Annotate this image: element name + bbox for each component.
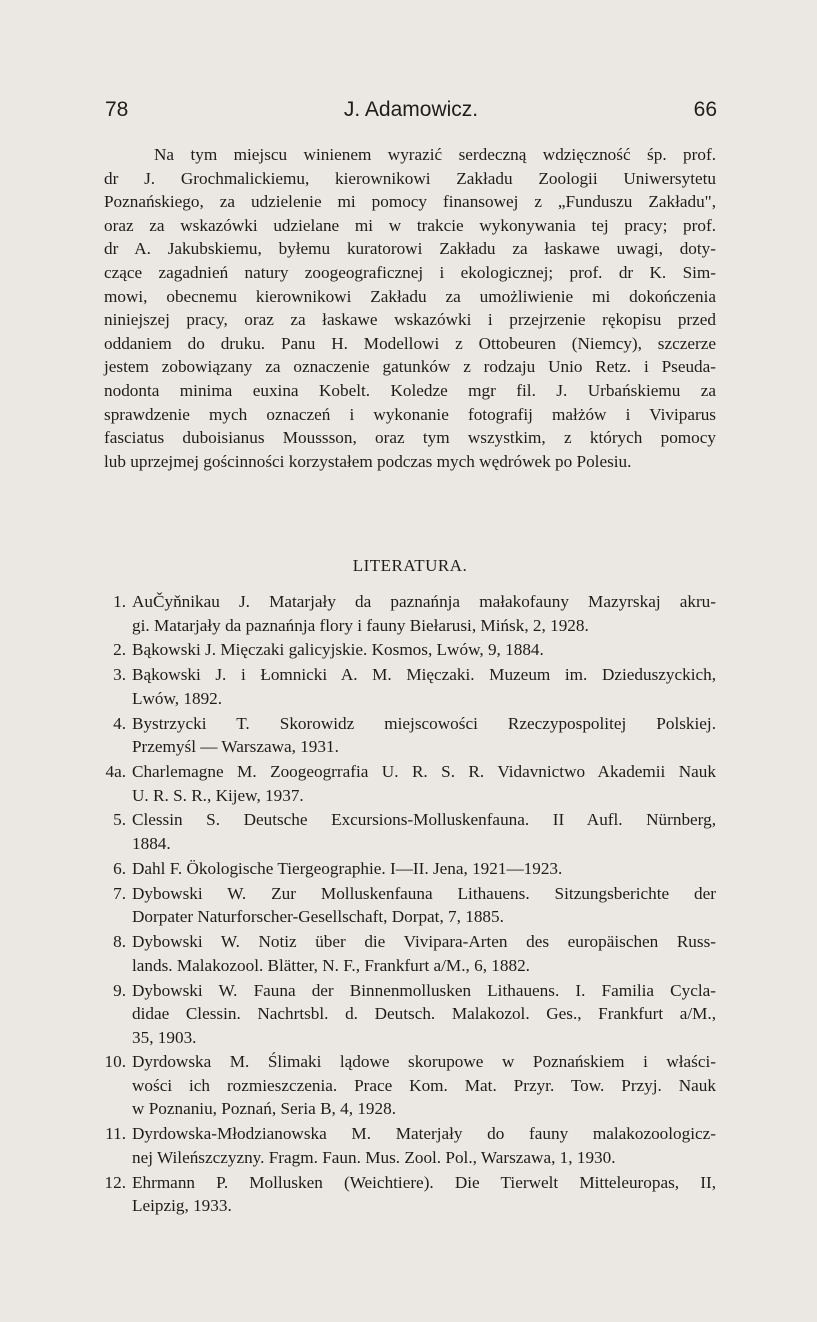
reference-item — [104, 979, 716, 1050]
reference-number: 7. — [113, 883, 126, 903]
reference-line: Dyrdowska M. Ślimaki lądowe skorupowe w Poznańskiem i właści- — [132, 1052, 716, 1072]
paragraph-line: czące zagadnień natury zoogeograficznej i ekologicznej; prof. dr K. Sim- — [104, 262, 716, 282]
reference-line: Lwów, 1892. — [132, 688, 223, 708]
reference-number: 5. — [113, 810, 126, 830]
reference-line: didae Clessin. Nachrtsbl. d. Deutsch. Malakozol. Ges., Frankfurt a/M., — [132, 1004, 716, 1024]
page-header — [105, 98, 717, 128]
literature-heading: LITERATURA. — [352, 556, 468, 575]
page-number-right: 66 — [693, 98, 717, 121]
reference-line: Dybowski W. Notiz über die Vivipara-Arten des europäischen Russ- — [132, 932, 716, 952]
reference-line: AuČyňnikau J. Matarjały da paznańnja małakofauny Mazyrskaj akru- — [132, 592, 716, 611]
reference-item — [104, 712, 716, 759]
paragraph-line: fasciatus duboisianus Moussson, oraz tym wszystkim, z których pomocy — [104, 428, 716, 448]
page-number-left: 78 — [105, 98, 129, 121]
paragraph-line: Na tym miejscu winienem wyrazić serdeczną wdzięczność śp. prof. — [154, 145, 716, 164]
reference-line: Clessin S. Deutsche Excursions-Molluskenfauna. II Aufl. Nürnberg, — [132, 810, 716, 830]
reference-line: Bąkowski J. Mięczaki galicyjskie. Kosmos, Lwów, 9, 1884. — [132, 640, 544, 660]
reference-line: Dorpater Naturforscher-Gesellschaft, Dorpat, 7, 1885. — [132, 907, 504, 927]
reference-item — [104, 808, 716, 855]
reference-item — [104, 663, 716, 710]
reference-item — [104, 1171, 716, 1218]
paragraph-line: Poznańskiego, za udzielenie mi pomocy finansowej z „Funduszu Zakładu", — [104, 192, 716, 212]
reference-item — [104, 590, 716, 637]
reference-number: 6. — [113, 858, 126, 878]
reference-line: Ehrmann P. Mollusken (Weichtiere). Die Tierwelt Mitteleuropas, II, — [132, 1172, 716, 1192]
reference-line: Dyrdowska-Młodzianowska M. Materjały do fauny malakozoologicz- — [132, 1124, 716, 1144]
reference-line: gi. Matarjały da paznańnja flory i fauny Biełarusi, Mińsk, 2, 1928. — [132, 615, 589, 635]
reference-item — [104, 1122, 716, 1169]
reference-line: U. R. S. R., Kijew, 1937. — [132, 785, 304, 805]
reference-item — [104, 882, 716, 929]
reference-item — [104, 1050, 716, 1121]
reference-number: 8. — [113, 932, 126, 952]
reference-number: 12. — [104, 1172, 126, 1192]
reference-number: 3. — [113, 665, 126, 685]
paragraph-line: mowi, obecnemu kierownikowi Zakładu za umożliwienie mi dokończenia — [104, 286, 716, 306]
reference-number: 1. — [113, 592, 126, 611]
paragraph-line: dr J. Grochmalickiemu, kierownikowi Zakładu Zoologii Uniwersytetu — [104, 168, 716, 188]
reference-item — [104, 857, 716, 881]
paragraph-line: jestem zobowiązany za oznaczenie gatunków z rodzaju Unio Retz. i Pseuda- — [104, 357, 716, 377]
reference-number: 9. — [113, 980, 126, 1000]
reference-line: w Poznaniu, Poznań, Seria B, 4, 1928. — [132, 1099, 396, 1119]
reference-line: Przemyśl — Warszawa, 1931. — [132, 737, 339, 757]
reference-line: nej Wileńszczyzny. Fragm. Faun. Mus. Zool. Pol., Warszawa, 1, 1930. — [132, 1147, 616, 1167]
reference-line: Bystrzycki T. Skorowidz miejscowości Rzeczypospolitej Polskiej. — [132, 713, 716, 733]
reference-number: 10. — [104, 1052, 126, 1072]
reference-line: Charlemagne M. Zoogeogrrafia U. R. S. R. Vidavnictwo Akademii Nauk — [132, 762, 716, 782]
reference-number: 2. — [113, 640, 126, 660]
reference-line: lands. Malakozool. Blätter, N. F., Frankfurt a/M., 6, 1882. — [132, 955, 530, 975]
reference-line: Bąkowski J. i Łomnicki A. M. Mięczaki. Muzeum im. Dzieduszyckich, — [132, 665, 716, 685]
paragraph-line: niniejszej pracy, oraz za łaskawe wskazówki i przejrzenie rękopisu przed — [104, 310, 716, 330]
paragraph-line: dr A. Jakubskiemu, byłemu kuratorowi Zakładu za łaskawe uwagi, doty- — [104, 239, 716, 259]
reference-item — [104, 638, 716, 662]
reference-line: wości ich rozmieszczenia. Prace Kom. Mat. Przyr. Tow. Przyj. Nauk — [132, 1075, 716, 1095]
paragraph-line: sprawdzenie mych oznaczeń i wykonanie fotografij małżów i Viviparus — [104, 404, 716, 424]
reference-item — [104, 760, 716, 807]
reference-list — [104, 590, 716, 1219]
reference-line: Leipzig, 1933. — [132, 1196, 232, 1216]
reference-line: Dybowski W. Fauna der Binnenmollusken Lithauens. I. Familia Cycla- — [132, 980, 716, 1000]
reference-line: 35, 1903. — [132, 1027, 197, 1047]
reference-line: 1884. — [132, 833, 171, 853]
reference-line: Dybowski W. Zur Molluskenfauna Lithauens. Sitzungsberichte der — [132, 883, 716, 903]
reference-line: Dahl F. Ökologische Tiergeographie. I—II. Jena, 1921—1923. — [132, 858, 563, 878]
reference-number: 11. — [105, 1124, 126, 1144]
paragraph-line: nodonta minima euxina Kobelt. Koledze mgr fil. J. Urbańskiemu za — [104, 380, 716, 400]
reference-item — [104, 930, 716, 977]
paragraph-line: oddaniem do druku. Panu H. Modellowi z Ottobeuren (Niemcy), szczerze — [104, 333, 716, 353]
acknowledgements-paragraph — [104, 143, 716, 473]
paragraph-line: lub uprzejmej gościnności korzystałem podczas mych wędrówek po Polesiu. — [104, 451, 632, 471]
reference-number: 4. — [113, 713, 126, 733]
reference-number: 4a. — [105, 762, 126, 782]
paragraph-line: oraz za wskazówki udzielane mi w trakcie wykonywania tej pracy; prof. — [104, 215, 716, 235]
running-head-author: J. Adamowicz. — [343, 98, 479, 121]
